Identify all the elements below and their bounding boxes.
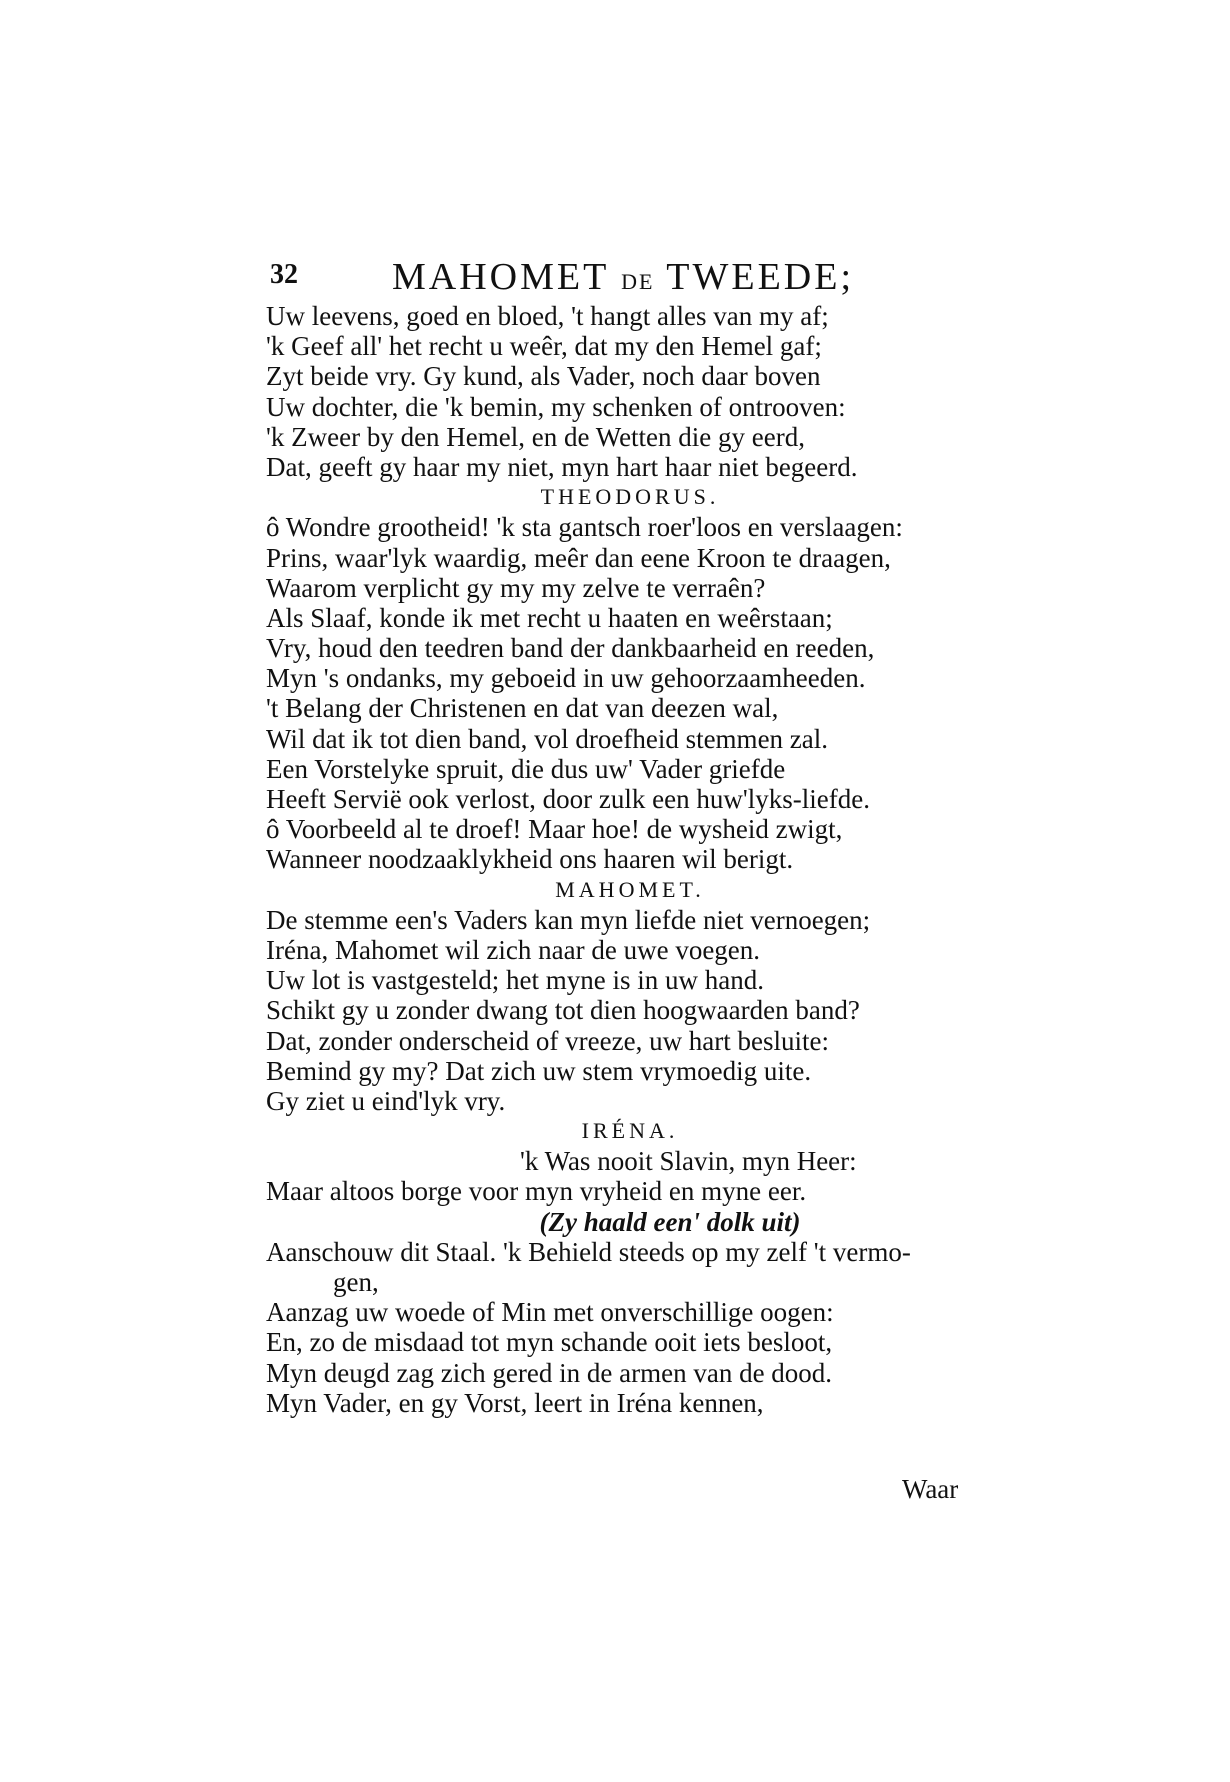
running-title-part2: DE bbox=[621, 269, 655, 294]
verse-line: Uw dochter, die 'k bemin, my schenken of ontrooven: bbox=[266, 391, 846, 422]
verse-line: Prins, waar'lyk waardig, meêr dan eene Kroon te draagen, bbox=[266, 542, 891, 573]
verse-line: 'k Geef all' het recht u weêr, dat my den Hemel gaf; bbox=[266, 331, 822, 362]
running-title-part1: MAHOMET bbox=[392, 256, 609, 298]
verse-line: Bemind gy my? Dat zich uw stem vrymoedig uite. bbox=[266, 1055, 812, 1086]
verse-line: Waarom verplicht gy my my zelve te verraên? bbox=[266, 572, 766, 603]
verse-line: Vry, houd den teedren band der dankbaarheid en reeden, bbox=[266, 633, 875, 664]
verse-line: Uw lot is vastgesteld; het myne is in uw hand. bbox=[266, 965, 764, 996]
verse-line: Zyt beide vry. Gy kund, als Vader, noch daar boven bbox=[266, 361, 821, 392]
verse-line: Myn Vader, en gy Vorst, leert in Iréna kennen, bbox=[266, 1387, 764, 1418]
running-title bbox=[392, 255, 854, 299]
verse-line: Aanzag uw woede of Min met onverschillige oogen: bbox=[266, 1297, 834, 1328]
verse-line: Gy ziet u eind'lyk vry. bbox=[266, 1085, 506, 1116]
verse-line: Heeft Servië ook verlost, door zulk een huw'lyks-liefde. bbox=[266, 784, 870, 814]
verse-line-continuation: gen, bbox=[333, 1267, 379, 1297]
running-title-part3: TWEEDE; bbox=[666, 256, 855, 298]
verse-line: Wil dat ik tot dien band, vol droefheid stemmen zal. bbox=[266, 723, 829, 754]
verse-line: 'k Was nooit Slavin, myn Heer: bbox=[520, 1146, 857, 1177]
verse-line: Dat, zonder onderscheid of vreeze, uw hart besluite: bbox=[266, 1025, 830, 1056]
page-number: 32 bbox=[270, 259, 298, 290]
verse-line: Schikt gy u zonder dwang tot dien hoogwaarden band? bbox=[266, 995, 860, 1026]
verse-line: Uw leevens, goed en bloed, 't hangt alles van my af; bbox=[266, 301, 829, 331]
verse-line: De stemme een's Vaders kan myn liefde niet vernoegen; bbox=[266, 904, 871, 935]
verse-line: Wanneer noodzaaklykheid ons haaren wil berigt. bbox=[266, 844, 794, 875]
verse-line: ô Wondre grootheid! 'k sta gantsch roer'loos en verslaagen: bbox=[266, 512, 903, 543]
verse-text-block bbox=[266, 301, 994, 1418]
verse-line: 't Belang der Christenen en dat van deezen wal, bbox=[266, 693, 779, 724]
verse-line: Dat, geeft gy haar my niet, myn hart haar niet begeerd. bbox=[266, 451, 858, 482]
page-header bbox=[270, 255, 990, 299]
catchword: Waar bbox=[902, 1474, 959, 1504]
speaker-name: MAHOMET. bbox=[555, 876, 705, 902]
verse-line: Aanschouw dit Staal. 'k Behield steeds op my zelf 't vermo- bbox=[266, 1236, 911, 1267]
verse-line: Als Slaaf, konde ik met recht u haaten en weêrstaan; bbox=[266, 602, 833, 633]
stage-direction: (Zy haald een' dolk uit) bbox=[539, 1206, 801, 1237]
verse-line: Myn deugd zag zich gered in de armen van de dood. bbox=[266, 1357, 833, 1388]
verse-line: Iréna, Mahomet wil zich naar de uwe voegen. bbox=[266, 934, 761, 965]
verse-line: En, zo de misdaad tot myn schande ooit iets besloot, bbox=[266, 1327, 833, 1358]
verse-line: Myn 's ondanks, my geboeid in uw gehoorzaamheeden. bbox=[266, 663, 866, 694]
speaker-name: THEODORUS. bbox=[540, 484, 720, 510]
verse-line: 'k Zweer by den Hemel, en de Wetten die gy eerd, bbox=[266, 421, 805, 452]
verse-line: Maar altoos borge voor myn vryheid en myne eer. bbox=[266, 1176, 807, 1207]
verse-line: ô Voorbeeld al te droef! Maar hoe! de wysheid zwigt, bbox=[266, 814, 843, 845]
speaker-name: IRÉNA. bbox=[581, 1118, 679, 1144]
verse-line: Een Vorstelyke spruit, die dus uw' Vader griefde bbox=[266, 753, 786, 784]
